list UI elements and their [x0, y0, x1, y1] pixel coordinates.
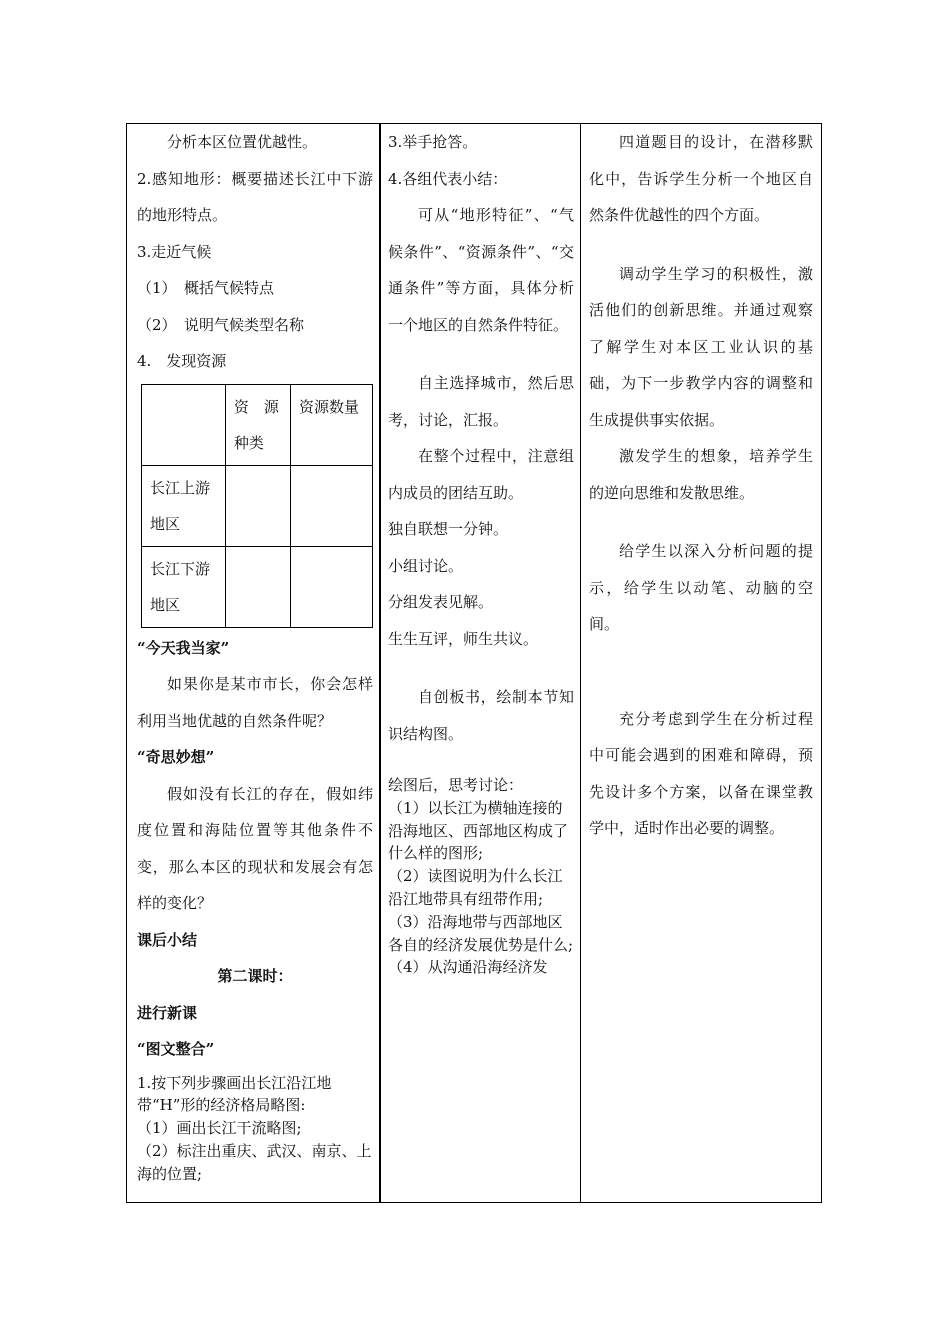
table-row [142, 384, 373, 465]
section-heading: “图文整合” [137, 1040, 215, 1058]
paragraph: 3.走近气候 [137, 242, 212, 261]
paragraph: 给学生以深入分析问题的提示，给学生以动笔、动脑的空间。 [589, 542, 813, 633]
lesson-plan-table [126, 123, 822, 1203]
section-heading: “奇思妙想” [137, 748, 215, 766]
paragraph: （1）画出长江干流略图; [137, 1119, 302, 1138]
table-cell [290, 465, 372, 546]
paragraph: 3.举手抢答。 [388, 133, 478, 151]
table-header: 资源数量 [290, 384, 372, 465]
table-cell: 长江上游地区 [142, 465, 226, 546]
paragraph: 可从“地形特征”、“气候条件”、“资源条件”、“交通条件”等方面，具体分析一个地区的自然条件特征。 [388, 206, 574, 334]
paragraph: （1） 概括气候特点 [137, 279, 275, 297]
table-cell [225, 546, 290, 627]
paragraph: （3）沿海地带与西部地区各自的经济发展优势是什么; [388, 912, 574, 954]
paragraph: 激发学生的想象，培养学生的逆向思维和发散思维。 [589, 447, 813, 502]
paragraph: 如果你是某市市长，你会怎样利用当地优越的自然条件呢？ [137, 675, 373, 730]
paragraph: 分析本区位置优越性。 [167, 133, 318, 151]
paragraph: （4）从沟通沿海经济发 [388, 958, 548, 977]
paragraph: 调动学生学习的积极性，激活他们的创新思维。并通过观察了解学生对本区工业认识的基础，为下一步教学内容的调整和生成提供事实依据。 [589, 264, 813, 429]
paragraph: 生生互评，师生共议。 [388, 629, 539, 648]
student-activity-column [388, 124, 574, 1202]
table-cell: 长江下游地区 [142, 546, 226, 627]
table-cell [290, 546, 372, 627]
paragraph: 绘图后，思考讨论： [388, 776, 524, 794]
paragraph: 自创板书，绘制本节知识结构图。 [388, 688, 574, 743]
table-row [142, 546, 373, 627]
column-divider [380, 124, 381, 1202]
paragraph: （1）以长江为横轴连接的沿海地区、西部地区构成了什么样的图形; [388, 798, 569, 863]
paragraph: 分组发表见解。 [388, 593, 494, 611]
paragraph: （2） 说明气候类型名称 [137, 315, 305, 334]
paragraph: 假如没有长江的存在，假如纬度位置和海陆位置等其他条件不变，那么本区的现状和发展会有怎样的变化？ [137, 784, 373, 912]
section-heading: 第二课时： [217, 967, 293, 985]
paragraph: 独自联想一分钟。 [388, 520, 509, 538]
table-header: 资 源种类 [225, 384, 290, 465]
paragraph: 自主选择城市，然后思考，讨论，汇报。 [388, 374, 574, 429]
paragraph: 4. 发现资源 [137, 352, 227, 370]
paragraph: 在整个过程中，注意组内成员的团结互助。 [388, 447, 574, 502]
paragraph: 2.感知地形：概要描述长江中下游的地形特点。 [137, 169, 373, 224]
paragraph: 1.按下列步骤画出长江沿江地带“H”形的经济格局略图: [137, 1073, 332, 1115]
table-row [142, 465, 373, 546]
teaching-content-column [137, 124, 373, 1202]
table-cell [142, 384, 226, 465]
table-cell [225, 465, 290, 546]
column-divider [580, 124, 581, 1202]
paragraph: 4.各组代表小结： [388, 169, 508, 188]
paragraph: 四道题目的设计，在潜移默化中，告诉学生分析一个地区自然条件优越性的四个方面。 [589, 133, 813, 224]
paragraph: （2）标注出重庆、武汉、南京、上海的位置; [137, 1141, 372, 1183]
paragraph: 小组讨论。 [388, 556, 464, 575]
section-heading: 课后小结 [137, 930, 198, 949]
paragraph: （2）读图说明为什么长江沿江地带具有纽带作用; [388, 867, 563, 908]
paragraph: 充分考虑到学生在分析过程中可能会遇到的困难和障碍，预先设计多个方案，以备在课堂教学中，适时作出必要的调整。 [589, 709, 813, 837]
section-heading: 进行新课 [137, 1003, 198, 1022]
design-intent-column [589, 124, 813, 1202]
resource-table [141, 384, 373, 628]
section-heading: “今天我当家” [137, 638, 230, 657]
